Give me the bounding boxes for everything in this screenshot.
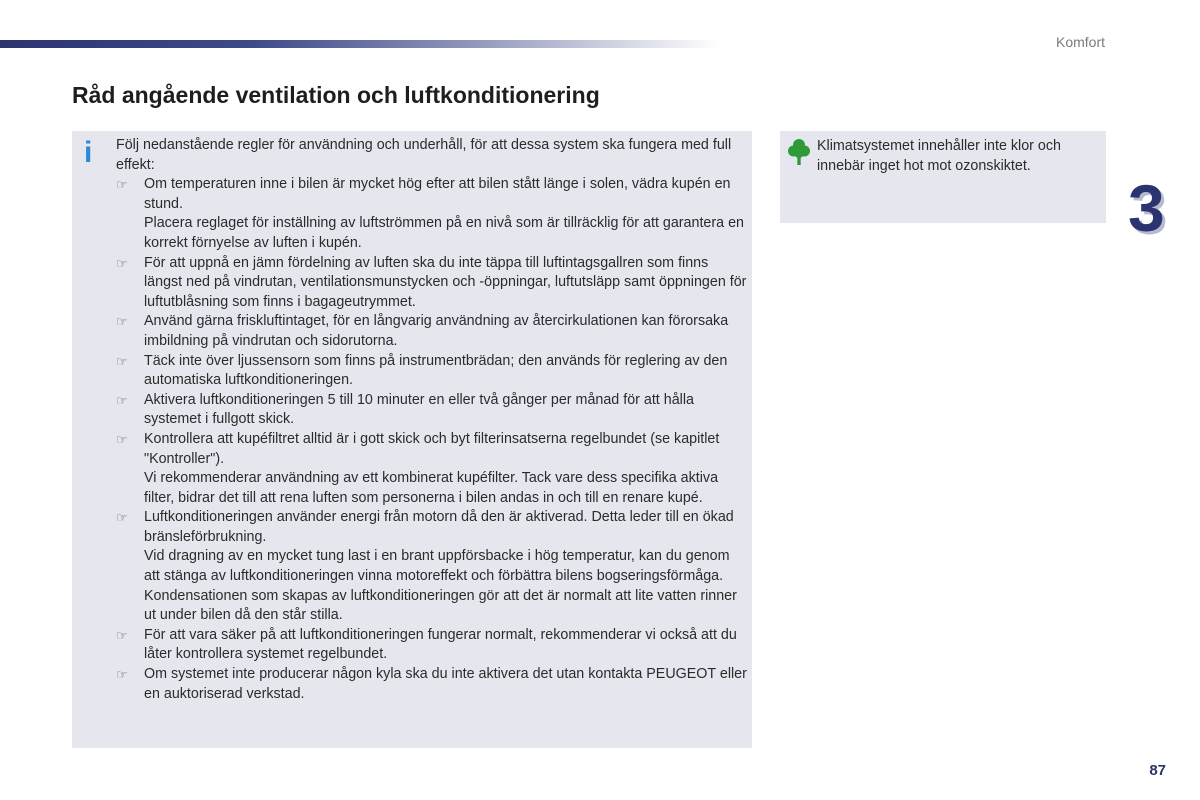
chapter-number: 3 (1128, 171, 1165, 245)
bullet-paragraph: Om systemet inte producerar någon kyla ska du inte aktivera det utan kontakta PEUGEOT eller en auktoriserad verkstad. (144, 666, 747, 702)
pointing-hand-icon: ☞ (116, 510, 128, 526)
pointing-hand-icon: ☞ (116, 667, 128, 683)
bullet-item (116, 254, 748, 313)
bullet-paragraph: För att vara säker på att luftkonditioneringen fungerar normalt, rekommenderar vi också att du låter kontrollera systemet regelbundet. (144, 626, 737, 663)
header-bar (0, 40, 720, 48)
bullet-item (116, 352, 748, 391)
bullet-item (116, 665, 748, 704)
bullet-item (116, 312, 748, 351)
info-intro: Följ nedanstående regler för användning och underhåll, för att dessa system ska fungera med full effekt: (116, 137, 732, 173)
bullet-paragraph: Vi rekommenderar användning av ett kombinerat kupéfilter. Tack vare dess specifika aktiva filter, bidrar det till att rena luften som personerna i bilen andas in och till en renare kupé. (144, 470, 719, 506)
eco-text: Klimatsystemet innehåller inte klor och innebär inget hot mot ozonskiktet. (817, 138, 1061, 174)
eco-box (780, 131, 1106, 223)
info-icon: i (84, 136, 93, 169)
page-title: Råd angående ventilation och luftkonditionering (72, 82, 600, 108)
pointing-hand-icon: ☞ (116, 431, 128, 447)
pointing-hand-icon: ☞ (116, 314, 128, 330)
bullet-item (116, 391, 748, 430)
tree-icon (788, 138, 810, 166)
pointing-hand-icon: ☞ (116, 627, 128, 643)
bullet-paragraph: Kondensationen som skapas av luftkonditioneringen gör att det är normalt att lite vatten rinner ut under bilen då den står stilla. (144, 587, 737, 624)
pointing-hand-icon: ☞ (116, 353, 128, 369)
bullet-item (116, 430, 748, 508)
bullet-paragraph: Använd gärna friskluftintaget, för en långvarig användning av återcirkulationen kan förorsaka imbildning på vindrutan och sidorutorna. (144, 313, 729, 349)
info-box (72, 131, 752, 748)
info-content (116, 136, 748, 704)
page-number: 87 (1149, 762, 1166, 779)
bullet-paragraph: Kontrollera att kupéfiltret alltid är i gott skick och byt filterinsatserna regelbundet (se kapitlet "Kontroller"). (144, 430, 720, 467)
pointing-hand-icon: ☞ (116, 392, 128, 408)
bullet-paragraph: Luftkonditioneringen använder energi från motorn då den är aktiverad. Detta leder till en ökad bränsleförbrukning. (144, 509, 734, 545)
section-name: Komfort (1055, 34, 1105, 50)
bullet-paragraph: Vid dragning av en mycket tung last i en brant uppförsbacke i hög temperatur, kan du genom att stänga av luftkonditioneringen vinna motoreffekt och förbättra bilens bogseringsförmåga. (144, 548, 730, 585)
pointing-hand-icon: ☞ (116, 177, 128, 193)
bullet-item (116, 175, 748, 253)
bullet-list (116, 175, 748, 704)
bullet-item (116, 508, 748, 626)
pointing-hand-icon: ☞ (116, 255, 128, 271)
bullet-paragraph: För att uppnå en jämn fördelning av luften ska du inte täppa till luftintagsgallren som finns längst ned på vindrutan, ventilationsmunstycken och -öppningar, luftutsläpp samt öppningen för luftutblåsning som finns i bagageutrymmet. (144, 254, 747, 310)
bullet-paragraph: Placera reglaget för inställning av luftströmmen på en nivå som är tillräcklig för att garantera en korrekt förnyelse av luften i kupén. (144, 215, 744, 251)
bullet-paragraph: Aktivera luftkonditioneringen 5 till 10 minuter en eller två gånger per månad för att hålla systemet i fullgott skick. (144, 391, 694, 428)
bullet-paragraph: Täck inte över ljussensorn som finns på instrumentbrädan; den används för reglering av den automatiska luftkonditioneringen. (144, 352, 728, 389)
bullet-paragraph: Om temperaturen inne i bilen är mycket hög efter att bilen stått länge i solen, vädra kupén en stund. (144, 176, 731, 212)
bullet-item (116, 626, 748, 665)
